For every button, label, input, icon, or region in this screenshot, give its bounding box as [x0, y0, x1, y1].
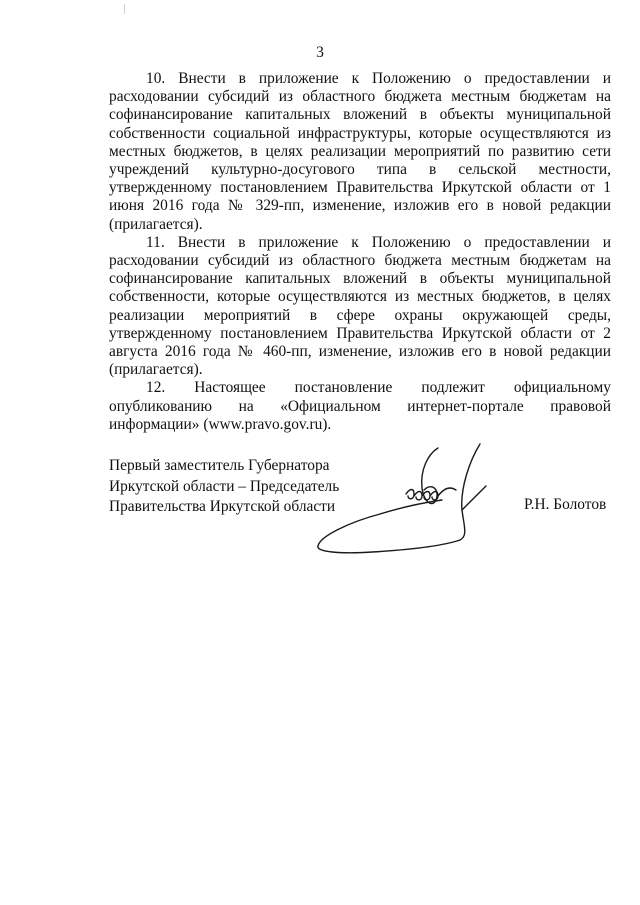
paragraph-number: 10. — [146, 70, 166, 87]
paragraph-12 — [109, 379, 611, 434]
position-line: Иркутской области – Председатель — [109, 477, 340, 495]
paragraph-11 — [109, 234, 611, 380]
paragraph-number: 11. — [146, 233, 165, 251]
scan-artifact — [124, 4, 125, 14]
position-line: Первый заместитель Губернатора — [109, 457, 330, 474]
paragraph-text: Внести в приложение к Положению о предоставлении и расходовании субсидий из областного бюджета местным бюджетам на софинансирование капитальных вложений в объекты муниципальной собственности социальной инфраструктуры, которые осуществляются из местных бюджетов, в целях реализации мероприятий по развитию сети учреждений культурно-досугового типа в сельской местности, утвержденному постановлением Правительства Иркутской области от 1 июня 2016 года № 329-пп, изменение, изложив его в новой редакции (прилагается). — [109, 70, 611, 233]
paragraph-10 — [109, 70, 611, 234]
page-number: 3 — [316, 44, 324, 61]
paragraph-text: Настоящее постановление подлежит официальному опубликованию на «Официальном интернет-портале правовой информации» (www.pravo.gov.ru). — [109, 379, 611, 433]
handwritten-signature — [310, 440, 510, 570]
document-body — [109, 70, 611, 434]
signatory-position — [109, 456, 339, 518]
paragraph-number: 12. — [146, 379, 166, 397]
paragraph-text: Внести в приложение к Положению о предоставлении и расходовании субсидий из областного бюджета местным бюджетам на софинансирование капитальных вложений в объекты муниципальной собственности, которые осуществляются из местных бюджетов, в целях реализации мероприятий в сфере охраны окружающей среды, утвержденному постановлением Правительства Иркутской области от 2 августа 2016 года № 460-пп, изменение, изложив его в новой редакции (прилагается). — [109, 233, 611, 379]
position-line: Правительства Иркутской области — [109, 498, 336, 515]
signer-name: Р.Н. Болотов — [524, 496, 607, 513]
